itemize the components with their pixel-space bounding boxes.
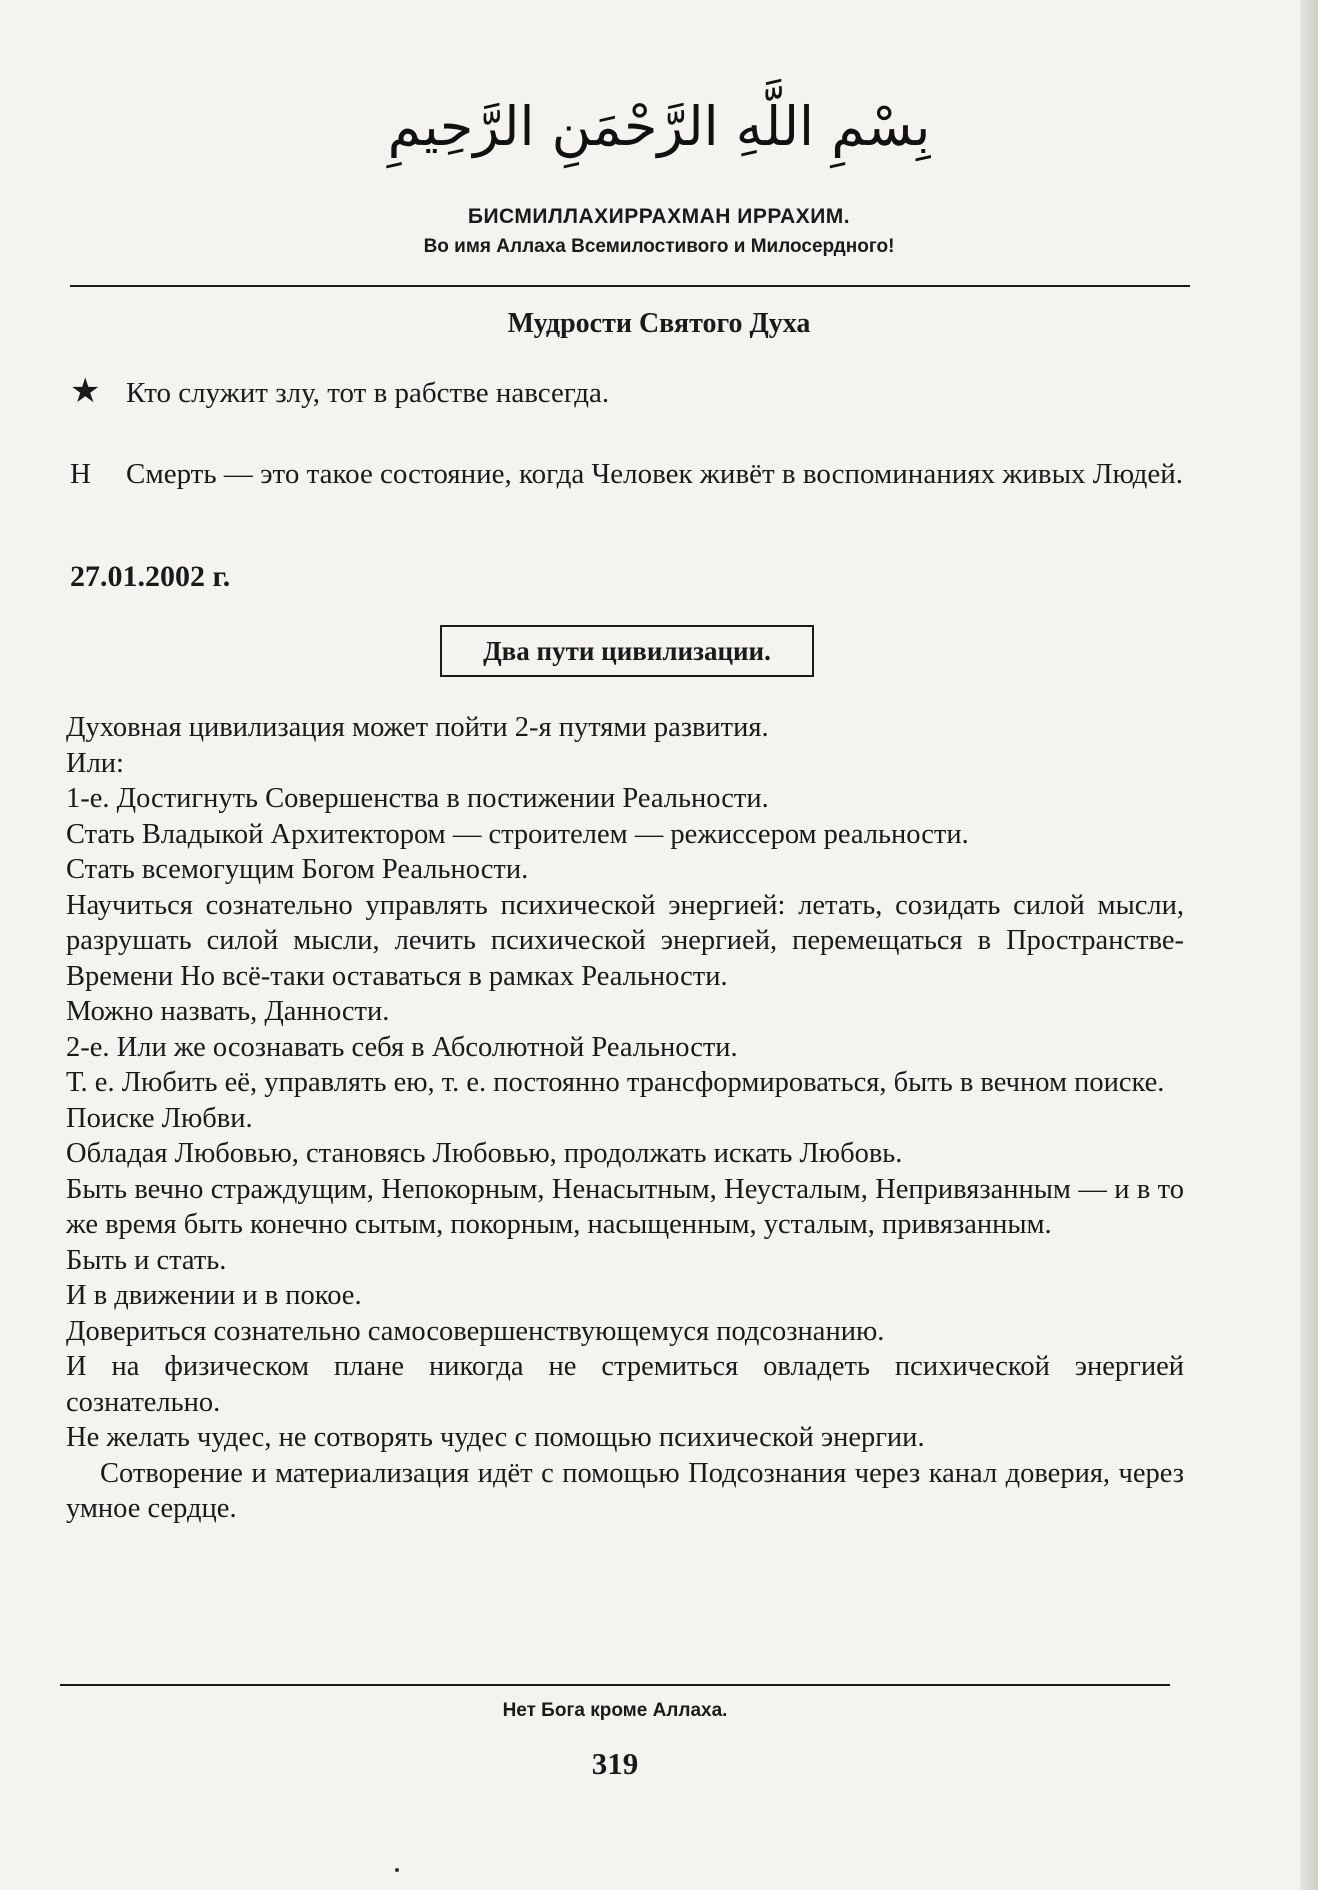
- paragraph: Стать Владыкой Архитектором — строителем — режиссером реальности.: [66, 818, 969, 850]
- body-text: [66, 710, 1184, 1527]
- paragraph: 2-е. Или же осознавать себя в Абсолютной Реальности.: [66, 1031, 738, 1063]
- header-title: БИСМИЛЛАХИРРАХМАН ИРРАХИМ.: [467, 205, 851, 228]
- paragraph: Не желать чудес, не сотворять чудес с помощью психической энергии.: [66, 1422, 925, 1453]
- paragraph: Стать всемогущим Богом Реальности.: [66, 854, 529, 885]
- paragraph: Или:: [66, 747, 124, 779]
- paragraph: Поиске Любви.: [66, 1102, 253, 1134]
- page-edge: [1300, 0, 1318, 1890]
- boxed-heading: Два пути цивилизации.: [440, 625, 814, 677]
- paragraph: Можно назвать, Данности.: [66, 996, 390, 1027]
- footer-text: Нет Бога кроме Аллаха.: [502, 1700, 728, 1721]
- arabic-calligraphy: بِسْمِ اللَّهِ الرَّحْمَنِ الرَّحِيمِ: [387, 95, 931, 158]
- paragraph: Быть вечно страждущим, Непокорным, Ненасытным, Неусталым, Непривязанным — и в то же время быть конечно сытым, покорным, насыщенным, усталым, привязанным.: [66, 1173, 1184, 1240]
- paragraph: И в движении и в покое.: [66, 1280, 362, 1311]
- entry-date: 27.01.2002 г.: [70, 560, 231, 593]
- paragraph: Сотворение и материализация идёт с помощью Подсознания через канал доверия, через умное сердце.: [66, 1457, 1184, 1524]
- paragraph: Научиться сознательно управлять психической энергией: летать, созидать силой мысли, разрушать силой мысли, лечить психической энергией, перемещаться в Пространстве-Времени Но всё-таки оставаться в рамках Реальности.: [66, 889, 1184, 992]
- paragraph: Довериться сознательно самосовершенствующемуся подсознанию.: [66, 1315, 885, 1347]
- paragraph: Обладая Любовью, становясь Любовью, продолжать искать Любовь.: [66, 1138, 903, 1169]
- page-number: 319: [591, 1746, 639, 1781]
- saying-text: Смерть — это такое состояние, когда Человек живёт в воспоминаниях живых Людей.: [126, 458, 1184, 490]
- saying-2: [70, 458, 1190, 491]
- bottom-divider: [60, 1684, 1170, 1686]
- print-speck: [395, 1868, 399, 1872]
- header-subtitle: Во имя Аллаха Всемилостивого и Милосердного!: [423, 236, 895, 257]
- paragraph: И на физическом плане никогда не стремиться овладеть психической энергией сознательно.: [66, 1351, 1184, 1418]
- paragraph: Духовная цивилизация может пойти 2-я путями развития.: [66, 712, 769, 743]
- saying-marker: Н: [70, 458, 91, 490]
- paragraph: 1-е. Достигнуть Совершенства в постижении Реальности.: [66, 783, 769, 814]
- saying-text: Кто служит злу, тот в рабстве навсегда.: [126, 377, 610, 409]
- saying-1: [70, 375, 1190, 410]
- star-icon: ★: [70, 373, 101, 410]
- paragraph: Т. е. Любить её, управлять ею, т. е. постоянно трансформироваться, быть в вечном поиске.: [66, 1067, 1165, 1098]
- section-title: Мудрости Святого Духа: [507, 308, 811, 339]
- paragraph: Быть и стать.: [66, 1244, 227, 1276]
- top-divider: [70, 285, 1190, 287]
